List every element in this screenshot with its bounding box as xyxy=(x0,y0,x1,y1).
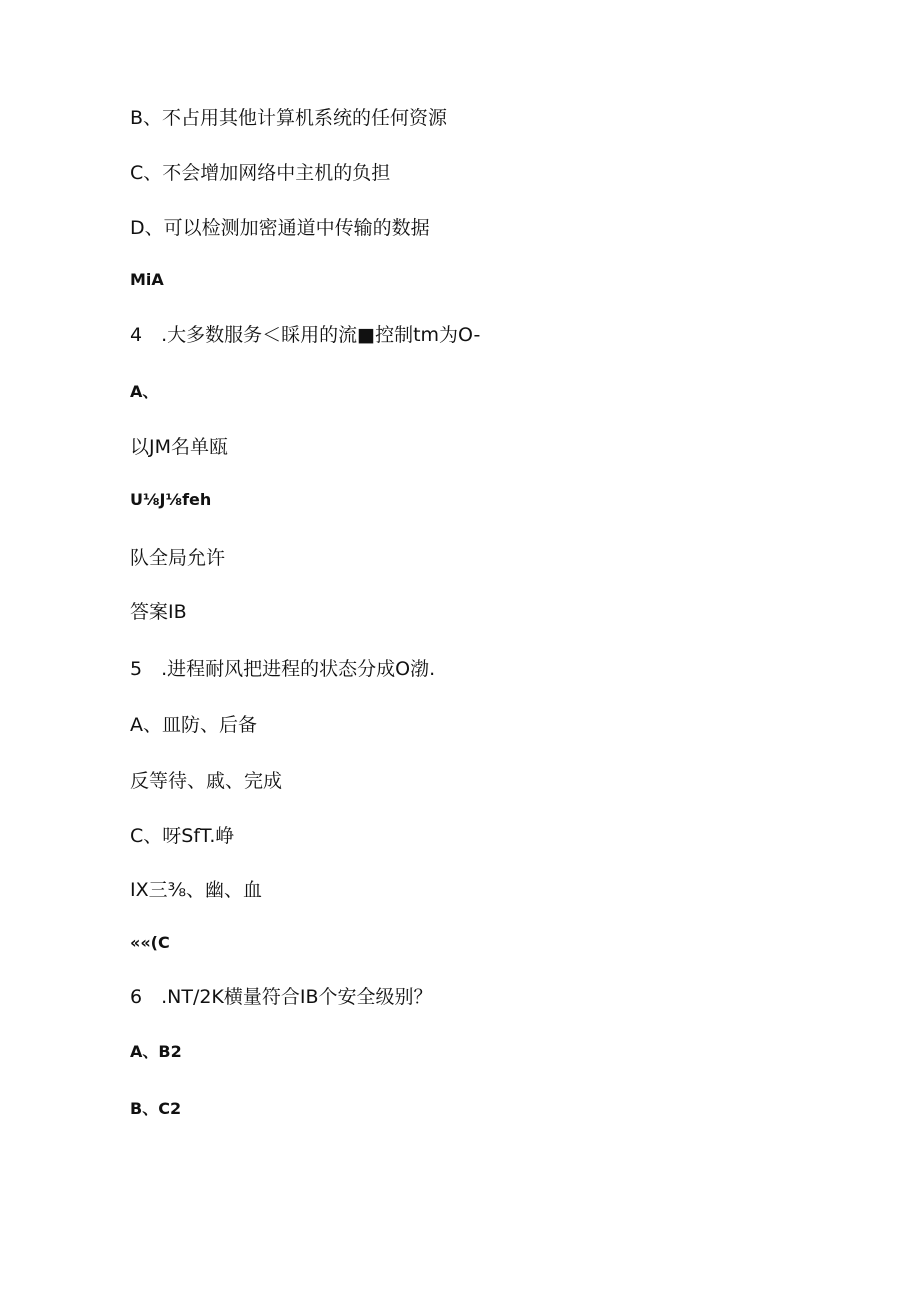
option-d-line: IX三⅜、幽、血 xyxy=(130,879,263,901)
answer-line: ««(C xyxy=(130,933,170,952)
option-a-line: A、皿防、后备 xyxy=(130,714,257,736)
question-5-line: 5 .进程耐风把进程的状态分成O渤. xyxy=(130,658,436,680)
option-d-line: D、可以检测加密通道中传输的数据 xyxy=(130,217,430,239)
option-c-line: C、呀SfT.峥 xyxy=(130,825,235,847)
question-4-line: 4 .大多数服务＜睬用的流■控制tm为O- xyxy=(130,324,481,346)
option-a-line: A、 xyxy=(130,382,159,401)
answer-line: 答案IB xyxy=(130,601,187,623)
option-b-line: B、不占用其他计算机系统的任何资源 xyxy=(130,107,448,129)
option-line: 以JM名单瓯 xyxy=(130,436,228,458)
option-c-line: C、不会增加网络中主机的负担 xyxy=(130,162,391,184)
option-b-line: 反等待、戚、完成 xyxy=(130,770,283,792)
question-6-line: 6 .NT/2K横量符合IB个安全级别？ xyxy=(130,986,433,1008)
option-line: 队全局允许 xyxy=(130,547,226,569)
answer-line: MiA xyxy=(130,270,164,289)
option-b-line: B、C2 xyxy=(130,1099,182,1118)
option-a-line: A、B2 xyxy=(130,1042,182,1061)
option-line: U⅛J⅛feh xyxy=(130,490,212,509)
